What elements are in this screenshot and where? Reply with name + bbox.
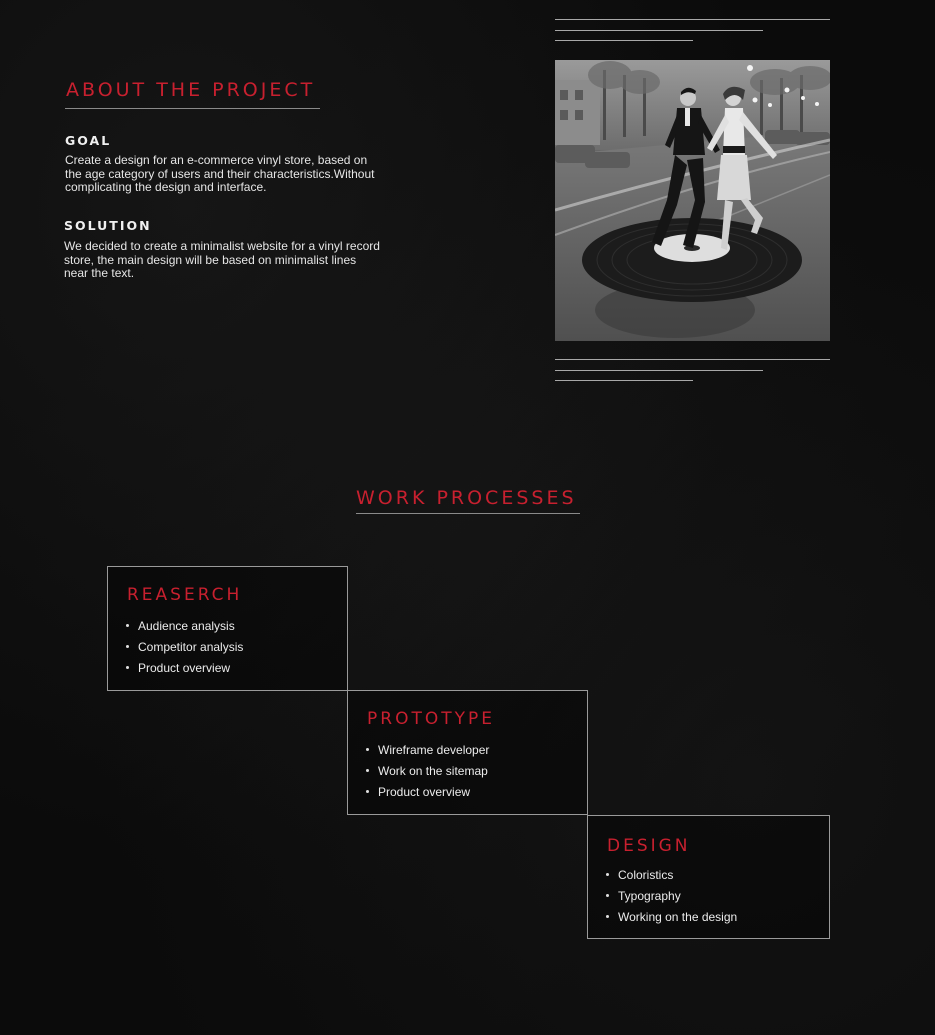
list-item: Product overview — [366, 785, 489, 806]
list-item: Working on the design — [606, 910, 737, 931]
list-item: Audience analysis — [126, 619, 243, 640]
stage-title: DESIGN — [607, 836, 691, 856]
stage-card-design — [587, 815, 830, 939]
stage-list — [126, 619, 243, 682]
deco-line-top-3 — [555, 40, 693, 41]
goal-label: GOAL — [65, 133, 112, 148]
goal-text: Create a design for an e-commerce vinyl store, based on the age category of users and their characteristics.Without complicating the design and interface. — [65, 153, 375, 195]
deco-line-bottom-2 — [555, 370, 763, 371]
about-heading: ABOUT THE PROJECT — [66, 79, 316, 101]
deco-line-bottom-1 — [555, 359, 830, 360]
deco-line-top-2 — [555, 30, 763, 31]
solution-label: SOLUTION — [64, 218, 152, 233]
list-item: Competitor analysis — [126, 640, 243, 661]
deco-line-top-1 — [555, 19, 830, 20]
photo-illustration — [555, 60, 830, 341]
dancing-couple-vinyl-photo — [555, 60, 830, 341]
list-item: Work on the sitemap — [366, 764, 489, 785]
list-item: Typography — [606, 889, 737, 910]
list-item: Wireframe developer — [366, 743, 489, 764]
stage-title: PROTOTYPE — [367, 709, 495, 729]
work-heading: WORK PROCESSES — [356, 487, 577, 509]
list-item: Coloristics — [606, 868, 737, 889]
list-item: Product overview — [126, 661, 243, 682]
work-heading-underline — [356, 513, 580, 514]
stage-list — [366, 743, 489, 806]
stage-title: REASERCH — [127, 585, 243, 605]
stage-list — [606, 868, 737, 931]
deco-line-bottom-3 — [555, 380, 693, 381]
stage-card-prototype — [347, 690, 588, 815]
about-heading-underline — [65, 108, 320, 109]
stage-card-research — [107, 566, 348, 691]
solution-text: We decided to create a minimalist website for a vinyl record store, the main design will be based on minimalist lines near the text. — [64, 239, 380, 281]
